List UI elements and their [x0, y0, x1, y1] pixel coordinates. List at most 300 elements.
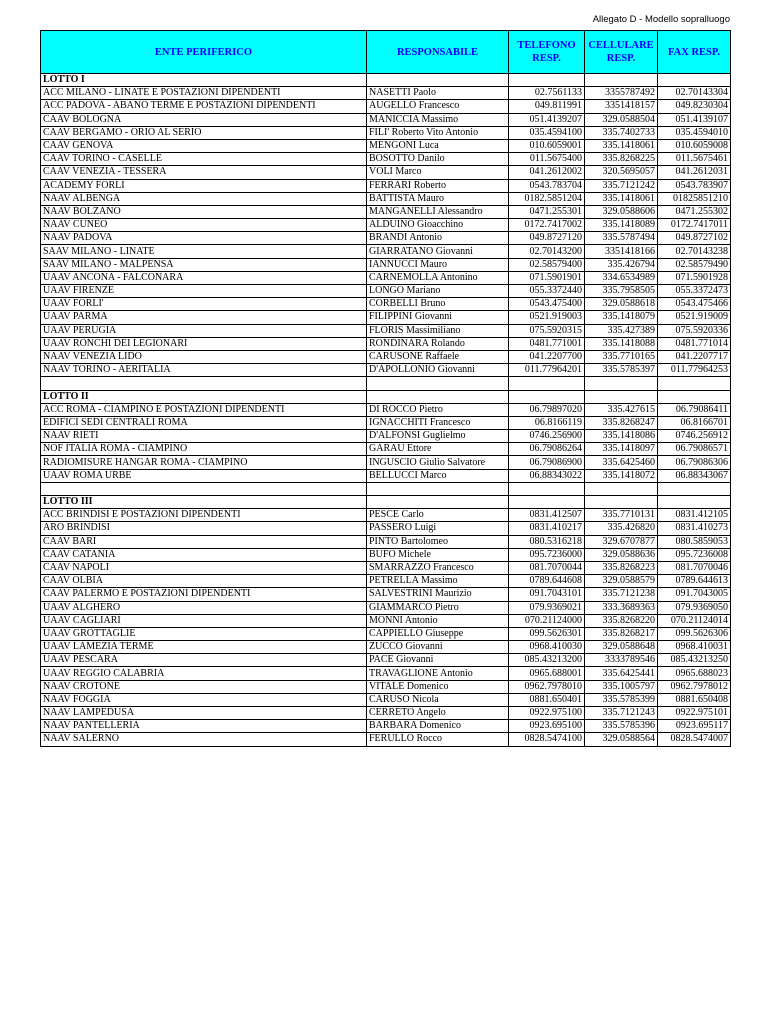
cell-fax: 0965.688023 [658, 667, 731, 680]
cell-ente: CAAV BERGAMO - ORIO AL SERIO [41, 126, 367, 139]
cell-responsabile: BUFO Michele [367, 548, 509, 561]
cell-fax: 0481.771014 [658, 337, 731, 350]
cell-responsabile: VITALE Domenico [367, 680, 509, 693]
cell-telefono: 06.79897020 [509, 403, 585, 416]
cell-telefono: 010.6059001 [509, 139, 585, 152]
empty-cell [585, 482, 658, 495]
cell-ente: NAAV CROTONE [41, 680, 367, 693]
cell-cellulare: 3351418166 [585, 245, 658, 258]
cell-fax: 075.5920336 [658, 324, 731, 337]
cell-fax: 0923.695117 [658, 720, 731, 733]
header-ente: ENTE PERIFERICO [41, 31, 367, 74]
table-row [41, 179, 731, 192]
empty-cell [658, 390, 731, 403]
cell-responsabile: D'ALFONSI Guglielmo [367, 430, 509, 443]
table-row [41, 430, 731, 443]
cell-ente: ACC BRINDISI E POSTAZIONI DIPENDENTI [41, 509, 367, 522]
table-row [41, 364, 731, 377]
table-row [41, 561, 731, 574]
cell-telefono: 055.3372440 [509, 285, 585, 298]
table-row [41, 337, 731, 350]
cell-telefono: 085.43213200 [509, 654, 585, 667]
cell-ente: NAAV LAMPEDUSA [41, 707, 367, 720]
cell-cellulare: 335.5785399 [585, 693, 658, 706]
lotto-heading-row [41, 496, 731, 509]
cell-cellulare: 335.5787494 [585, 232, 658, 245]
cell-responsabile: RONDINARA Rolando [367, 337, 509, 350]
cell-ente: NAAV ALBENGA [41, 192, 367, 205]
cell-responsabile: GIARRATANO Giovanni [367, 245, 509, 258]
cell-ente: NAAV RIETI [41, 430, 367, 443]
cell-ente: NOF ITALIA ROMA - CIAMPINO [41, 443, 367, 456]
cell-telefono: 02.7561133 [509, 87, 585, 100]
cell-cellulare: 3355787492 [585, 87, 658, 100]
empty-cell [658, 74, 731, 87]
cell-fax: 055.3372473 [658, 285, 731, 298]
cell-responsabile: PINTO Bartolomeo [367, 535, 509, 548]
cell-fax: 041.2207717 [658, 350, 731, 363]
table-row [41, 258, 731, 271]
cell-responsabile: IANNUCCI Mauro [367, 258, 509, 271]
table-row [41, 285, 731, 298]
cell-ente: UAAV GROTTAGLIE [41, 627, 367, 640]
cell-cellulare: 335.426820 [585, 522, 658, 535]
empty-cell [658, 482, 731, 495]
cell-cellulare: 335.8268217 [585, 627, 658, 640]
table-row [41, 707, 731, 720]
empty-cell [367, 377, 509, 390]
cell-cellulare: 335.1418079 [585, 311, 658, 324]
header-cellulare: CELLULARE RESP. [585, 31, 658, 74]
empty-cell [585, 377, 658, 390]
table-row [41, 205, 731, 218]
cell-ente: SAAV MILANO - LINATE [41, 245, 367, 258]
spacer-row [41, 482, 731, 495]
cell-responsabile: PACE Giovanni [367, 654, 509, 667]
cell-fax: 0789.644613 [658, 575, 731, 588]
cell-telefono: 081.7070044 [509, 561, 585, 574]
cell-ente: UAAV FORLI' [41, 298, 367, 311]
table-row [41, 87, 731, 100]
cell-telefono: 0521.919003 [509, 311, 585, 324]
cell-fax: 0746.256912 [658, 430, 731, 443]
cell-ente: ACC MILANO - LINATE E POSTAZIONI DIPENDENTI [41, 87, 367, 100]
cell-cellulare: 335.7121238 [585, 588, 658, 601]
cell-telefono: 0828.5474100 [509, 733, 585, 746]
cell-cellulare: 329.0588648 [585, 641, 658, 654]
cell-fax: 01825851210 [658, 192, 731, 205]
table-row [41, 139, 731, 152]
cell-fax: 071.5901928 [658, 271, 731, 284]
table-row [41, 416, 731, 429]
cell-fax: 070.21124014 [658, 614, 731, 627]
cell-cellulare: 334.6534989 [585, 271, 658, 284]
empty-cell [509, 496, 585, 509]
cell-responsabile: DI ROCCO Pietro [367, 403, 509, 416]
cell-fax: 079.9369050 [658, 601, 731, 614]
table-row [41, 350, 731, 363]
cell-responsabile: VOLI Marco [367, 166, 509, 179]
cell-cellulare: 335.1418088 [585, 337, 658, 350]
cell-responsabile: BELLUCCI Marco [367, 469, 509, 482]
empty-cell [509, 74, 585, 87]
empty-cell [41, 377, 367, 390]
table-row [41, 733, 731, 746]
cell-cellulare: 335.7958505 [585, 285, 658, 298]
cell-responsabile: TRAVAGLIONE Antonio [367, 667, 509, 680]
cell-fax: 049.8230304 [658, 100, 731, 113]
cell-fax: 0543.783907 [658, 179, 731, 192]
cell-telefono: 0471.255301 [509, 205, 585, 218]
cell-responsabile: PASSERO Luigi [367, 522, 509, 535]
cell-fax: 049.8727102 [658, 232, 731, 245]
table-row [41, 720, 731, 733]
cell-ente: NAAV PADOVA [41, 232, 367, 245]
contacts-table [40, 30, 731, 747]
cell-cellulare: 320.5695057 [585, 166, 658, 179]
cell-fax: 035.4594010 [658, 126, 731, 139]
empty-cell [658, 377, 731, 390]
table-row [41, 614, 731, 627]
table-row [41, 153, 731, 166]
cell-telefono: 011.77964201 [509, 364, 585, 377]
cell-responsabile: FILIPPINI Giovanni [367, 311, 509, 324]
table-row [41, 693, 731, 706]
cell-ente: CAAV CATANIA [41, 548, 367, 561]
cell-ente: RADIOMISURE HANGAR ROMA - CIAMPINO [41, 456, 367, 469]
cell-cellulare: 3333789546 [585, 654, 658, 667]
lotto-heading-row [41, 390, 731, 403]
empty-cell [509, 377, 585, 390]
cell-cellulare: 335.1418061 [585, 139, 658, 152]
cell-ente: CAAV BARI [41, 535, 367, 548]
cell-cellulare: 335.8268225 [585, 153, 658, 166]
table-row [41, 298, 731, 311]
cell-ente: CAAV GENOVA [41, 139, 367, 152]
cell-cellulare: 335.6425441 [585, 667, 658, 680]
cell-ente: NAAV BOLZANO [41, 205, 367, 218]
cell-telefono: 0831.412507 [509, 509, 585, 522]
cell-responsabile: SALVESTRINI Maurizio [367, 588, 509, 601]
cell-fax: 0831.412105 [658, 509, 731, 522]
cell-responsabile: GIAMMARCO Pietro [367, 601, 509, 614]
cell-responsabile: FERRARI Roberto [367, 179, 509, 192]
cell-responsabile: MONNI Antonio [367, 614, 509, 627]
cell-cellulare: 335.6425460 [585, 456, 658, 469]
cell-ente: UAAV LAMEZIA TERME [41, 641, 367, 654]
cell-telefono: 041.2612002 [509, 166, 585, 179]
cell-responsabile: BOSOTTO Danilo [367, 153, 509, 166]
table-body [41, 74, 731, 747]
empty-cell [509, 482, 585, 495]
table-row [41, 192, 731, 205]
cell-telefono: 071.5901901 [509, 271, 585, 284]
cell-cellulare: 335.426794 [585, 258, 658, 271]
cell-cellulare: 335.7710165 [585, 350, 658, 363]
empty-cell [41, 482, 367, 495]
cell-telefono: 091.7043101 [509, 588, 585, 601]
cell-responsabile: MANGANELLI Alessandro [367, 205, 509, 218]
empty-cell [658, 496, 731, 509]
cell-cellulare: 335.1418089 [585, 219, 658, 232]
empty-cell [585, 390, 658, 403]
cell-telefono: 02.58579400 [509, 258, 585, 271]
cell-fax: 0831.410273 [658, 522, 731, 535]
cell-ente: CAAV NAPOLI [41, 561, 367, 574]
cell-telefono: 051.4139207 [509, 113, 585, 126]
cell-ente: ACADEMY FORLI [41, 179, 367, 192]
cell-responsabile: MENGONI Luca [367, 139, 509, 152]
cell-telefono: 0543.783704 [509, 179, 585, 192]
cell-responsabile: FLORIS Massimiliano [367, 324, 509, 337]
cell-cellulare: 335.1418086 [585, 430, 658, 443]
table-row [41, 166, 731, 179]
table-row [41, 509, 731, 522]
cell-fax: 011.5675461 [658, 153, 731, 166]
cell-fax: 080.5859053 [658, 535, 731, 548]
cell-ente: UAAV RONCHI DEI LEGIONARI [41, 337, 367, 350]
cell-ente: CAAV VENEZIA - TESSERA [41, 166, 367, 179]
cell-cellulare: 329.6707877 [585, 535, 658, 548]
cell-telefono: 0481.771001 [509, 337, 585, 350]
table-row [41, 100, 731, 113]
cell-responsabile: CORBELLI Bruno [367, 298, 509, 311]
cell-ente: SAAV MILANO - MALPENSA [41, 258, 367, 271]
cell-cellulare: 335.8268220 [585, 614, 658, 627]
cell-responsabile: CERRETO Angelo [367, 707, 509, 720]
cell-fax: 06.79086411 [658, 403, 731, 416]
cell-telefono: 079.9369021 [509, 601, 585, 614]
cell-responsabile: ZUCCO Giovanni [367, 641, 509, 654]
cell-responsabile: CARNEMOLLA Antonino [367, 271, 509, 284]
table-row [41, 113, 731, 126]
cell-fax: 0922.975101 [658, 707, 731, 720]
cell-telefono: 0746.256900 [509, 430, 585, 443]
cell-ente: EDIFICI SEDI CENTRALI ROMA [41, 416, 367, 429]
cell-fax: 0828.5474007 [658, 733, 731, 746]
cell-cellulare: 329.0588606 [585, 205, 658, 218]
cell-telefono: 0789.644608 [509, 575, 585, 588]
spacer-row [41, 377, 731, 390]
lotto-title: LOTTO I [41, 74, 367, 87]
table-row [41, 627, 731, 640]
cell-cellulare: 335.7121243 [585, 707, 658, 720]
table-row [41, 641, 731, 654]
empty-cell [585, 496, 658, 509]
cell-responsabile: BARBARA Domenico [367, 720, 509, 733]
cell-ente: ARO BRINDISI [41, 522, 367, 535]
table-row [41, 245, 731, 258]
cell-ente: NAAV FOGGIA [41, 693, 367, 706]
cell-telefono: 06.8166119 [509, 416, 585, 429]
cell-responsabile: NASETTI Paolo [367, 87, 509, 100]
cell-fax: 06.79086571 [658, 443, 731, 456]
cell-fax: 091.7043005 [658, 588, 731, 601]
cell-telefono: 070.21124000 [509, 614, 585, 627]
cell-cellulare: 335.427389 [585, 324, 658, 337]
cell-ente: NAAV PANTELLERIA [41, 720, 367, 733]
table-row [41, 469, 731, 482]
table-row [41, 324, 731, 337]
table-row [41, 443, 731, 456]
cell-ente: UAAV REGGIO CALABRIA [41, 667, 367, 680]
cell-cellulare: 335.1418061 [585, 192, 658, 205]
cell-telefono: 049.811991 [509, 100, 585, 113]
empty-cell [367, 482, 509, 495]
cell-responsabile: ALDUINO Gioacchino [367, 219, 509, 232]
cell-responsabile: PESCE Carlo [367, 509, 509, 522]
table-row [41, 680, 731, 693]
table-row [41, 575, 731, 588]
cell-ente: UAAV FIRENZE [41, 285, 367, 298]
cell-ente: CAAV TORINO - CASELLE [41, 153, 367, 166]
lotto-heading-row [41, 74, 731, 87]
cell-fax: 0471.255302 [658, 205, 731, 218]
header-responsabile: RESPONSABILE [367, 31, 509, 74]
cell-ente: CAAV PALERMO E POSTAZIONI DIPENDENTI [41, 588, 367, 601]
cell-telefono: 0831.410217 [509, 522, 585, 535]
cell-responsabile: BRANDI Antonio [367, 232, 509, 245]
table-row [41, 232, 731, 245]
table-row [41, 601, 731, 614]
cell-ente: UAAV ROMA URBE [41, 469, 367, 482]
cell-cellulare: 329.0588504 [585, 113, 658, 126]
cell-telefono: 0968.410030 [509, 641, 585, 654]
cell-ente: NAAV VENEZIA LIDO [41, 350, 367, 363]
cell-cellulare: 335.5785397 [585, 364, 658, 377]
table-row [41, 126, 731, 139]
cell-fax: 041.2612031 [658, 166, 731, 179]
header-row [41, 31, 731, 74]
cell-responsabile: FERULLO Rocco [367, 733, 509, 746]
cell-fax: 011.77964253 [658, 364, 731, 377]
cell-fax: 0968.410031 [658, 641, 731, 654]
cell-telefono: 06.79086264 [509, 443, 585, 456]
cell-telefono: 0922.975100 [509, 707, 585, 720]
cell-responsabile: CARUSONE Raffaele [367, 350, 509, 363]
cell-telefono: 0543.475400 [509, 298, 585, 311]
cell-cellulare: 335.8268223 [585, 561, 658, 574]
table-row [41, 456, 731, 469]
cell-telefono: 0172.7417002 [509, 219, 585, 232]
cell-telefono: 035.4594100 [509, 126, 585, 139]
cell-fax: 06.8166701 [658, 416, 731, 429]
cell-ente: UAAV PESCARA [41, 654, 367, 667]
cell-telefono: 080.5316218 [509, 535, 585, 548]
lotto-title: LOTTO II [41, 390, 367, 403]
cell-responsabile: CARUSO Nicola [367, 693, 509, 706]
cell-cellulare: 335.427615 [585, 403, 658, 416]
cell-telefono: 041.2207700 [509, 350, 585, 363]
table-row [41, 667, 731, 680]
table-row [41, 654, 731, 667]
cell-fax: 02.70143238 [658, 245, 731, 258]
cell-fax: 010.6059008 [658, 139, 731, 152]
table-row [41, 548, 731, 561]
cell-telefono: 0962.7978010 [509, 680, 585, 693]
cell-ente: CAAV BOLOGNA [41, 113, 367, 126]
table-row [41, 311, 731, 324]
cell-ente: UAAV PARMA [41, 311, 367, 324]
table-row [41, 588, 731, 601]
cell-ente: UAAV ALGHERO [41, 601, 367, 614]
cell-ente: NAAV CUNEO [41, 219, 367, 232]
cell-fax: 0962.7978012 [658, 680, 731, 693]
empty-cell [585, 74, 658, 87]
cell-responsabile: AUGELLO Francesco [367, 100, 509, 113]
cell-fax: 02.58579490 [658, 258, 731, 271]
cell-cellulare: 335.7121242 [585, 179, 658, 192]
cell-fax: 06.79086306 [658, 456, 731, 469]
cell-telefono: 0923.695100 [509, 720, 585, 733]
table-row [41, 535, 731, 548]
cell-cellulare: 335.8268247 [585, 416, 658, 429]
cell-ente: NAAV SALERNO [41, 733, 367, 746]
cell-telefono: 049.8727120 [509, 232, 585, 245]
cell-fax: 085.43213250 [658, 654, 731, 667]
cell-ente: UAAV ANCONA - FALCONARA [41, 271, 367, 284]
cell-responsabile: SMARRAZZO Francesco [367, 561, 509, 574]
cell-cellulare: 329.0588636 [585, 548, 658, 561]
cell-cellulare: 3351418157 [585, 100, 658, 113]
cell-fax: 095.7236008 [658, 548, 731, 561]
cell-ente: ACC ROMA - CIAMPINO E POSTAZIONI DIPENDENTI [41, 403, 367, 416]
cell-ente: ACC PADOVA - ABANO TERME E POSTAZIONI DIPENDENTI [41, 100, 367, 113]
cell-fax: 051.4139107 [658, 113, 731, 126]
lotto-title: LOTTO III [41, 496, 367, 509]
empty-cell [367, 390, 509, 403]
table-row [41, 522, 731, 535]
cell-cellulare: 335.7402733 [585, 126, 658, 139]
cell-telefono: 095.7236000 [509, 548, 585, 561]
cell-responsabile: CAPPIELLO Giuseppe [367, 627, 509, 640]
cell-cellulare: 335.1005797 [585, 680, 658, 693]
table-row [41, 403, 731, 416]
cell-responsabile: D'APOLLONIO Giovanni [367, 364, 509, 377]
cell-fax: 0521.919009 [658, 311, 731, 324]
cell-fax: 0543.475466 [658, 298, 731, 311]
cell-cellulare: 329.0588564 [585, 733, 658, 746]
cell-ente: CAAV OLBIA [41, 575, 367, 588]
empty-cell [509, 390, 585, 403]
cell-responsabile: LONGO Mariano [367, 285, 509, 298]
cell-responsabile: BATTISTA Mauro [367, 192, 509, 205]
cell-fax: 02.70143304 [658, 87, 731, 100]
cell-cellulare: 333.3689363 [585, 601, 658, 614]
cell-telefono: 075.5920315 [509, 324, 585, 337]
cell-telefono: 06.88343022 [509, 469, 585, 482]
cell-cellulare: 329.0588618 [585, 298, 658, 311]
table-row [41, 271, 731, 284]
cell-cellulare: 335.1418097 [585, 443, 658, 456]
cell-telefono: 0182.5851204 [509, 192, 585, 205]
document-note: Allegato D - Modello sopralluogo [592, 14, 730, 25]
cell-telefono: 0965.688001 [509, 667, 585, 680]
cell-telefono: 06.79086900 [509, 456, 585, 469]
cell-cellulare: 335.1418072 [585, 469, 658, 482]
cell-cellulare: 329.0588579 [585, 575, 658, 588]
cell-telefono: 099.5626301 [509, 627, 585, 640]
cell-ente: NAAV TORINO - AERITALIA [41, 364, 367, 377]
empty-cell [367, 74, 509, 87]
cell-responsabile: GARAU Ettore [367, 443, 509, 456]
cell-cellulare: 335.5785396 [585, 720, 658, 733]
cell-fax: 0881.650408 [658, 693, 731, 706]
cell-ente: UAAV PERUGIA [41, 324, 367, 337]
cell-fax: 0172.7417011 [658, 219, 731, 232]
table-row [41, 219, 731, 232]
cell-telefono: 011.5675400 [509, 153, 585, 166]
